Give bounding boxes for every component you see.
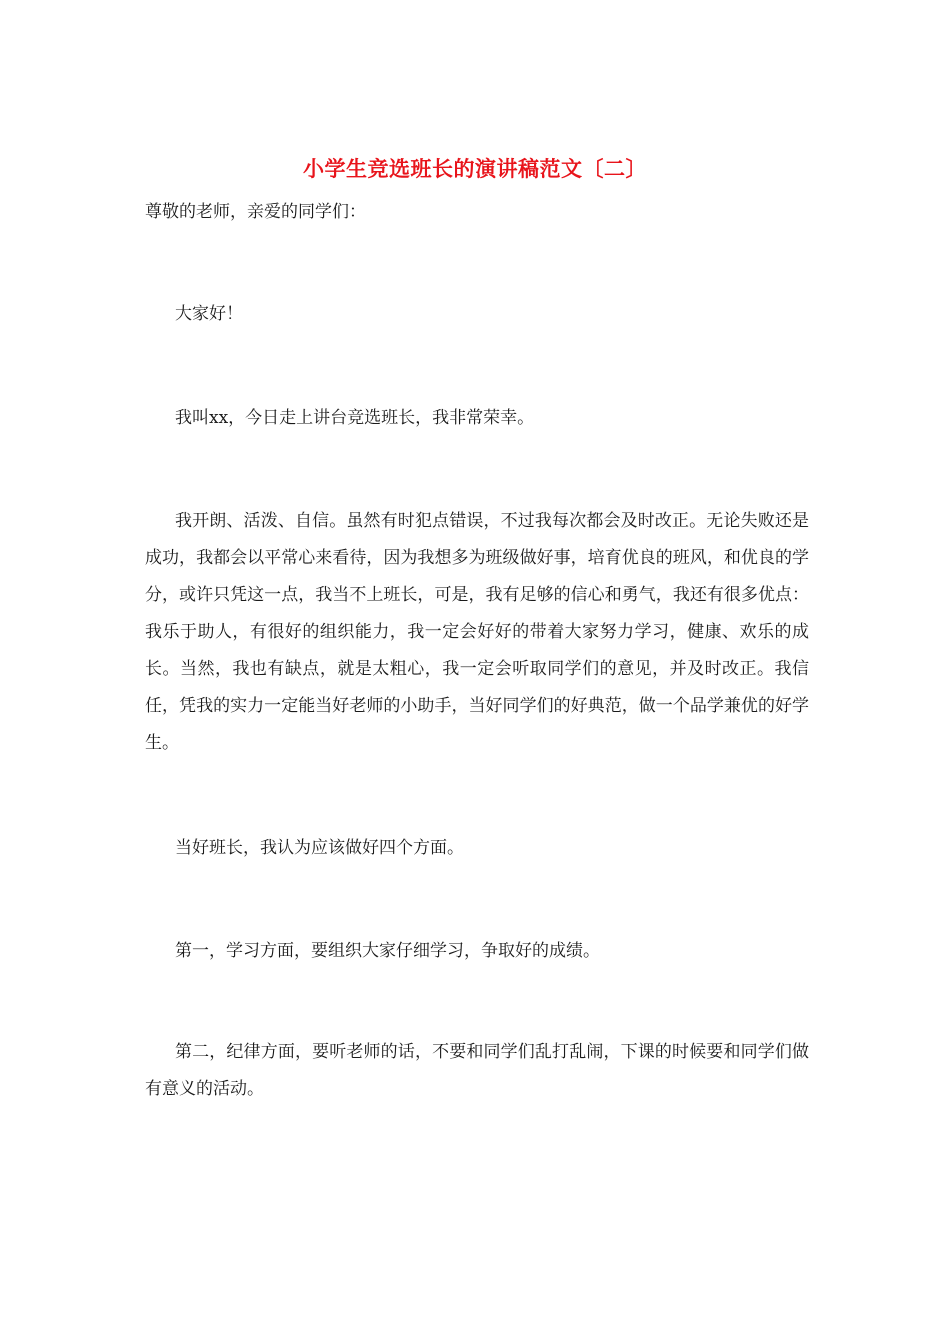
paragraph-four-aspects: 当好班长，我认为应该做好四个方面。 xyxy=(175,838,464,858)
paragraph-introduction: 我叫xx，今日走上讲台竞选班长，我非常荣幸。 xyxy=(175,408,535,428)
paragraph-second-aspect: 第二，纪律方面，要听老师的话，不要和同学们乱打乱闹，下课的时候要和同学们做有意义的活动。 xyxy=(145,1042,809,1099)
salutation: 尊敬的老师，亲爱的同学们： xyxy=(145,202,366,222)
paragraph-first-aspect: 第一，学习方面，要组织大家仔细学习，争取好的成绩。 xyxy=(175,941,600,961)
paragraph-self-description: 我开朗、活泼、自信。虽然有时犯点错误，不过我每次都会及时改正。无论失败还是成功，我都会以平常心来看待，因为我想多为班级做好事，培育优良的班风，和优良的学分，或许只凭这一点，我当不上班长，可是，我有足够的信心和勇气，我还有很多优点：我乐于助人，有很好的组织能力，我一定会好好的带着大家努力学习，健康、欢乐的成长。当然，我也有缺点，就是太粗心，我一定会听取同学们的意见，并及时改正。我信任，凭我的实力一定能当好老师的小助手，当好同学们的好典范，做一个品学兼优的好学生。 xyxy=(145,511,809,753)
page-title: 小学生竞选班长的演讲稿范文〔二〕 xyxy=(303,156,647,181)
paragraph-greeting: 大家好！ xyxy=(175,304,243,324)
